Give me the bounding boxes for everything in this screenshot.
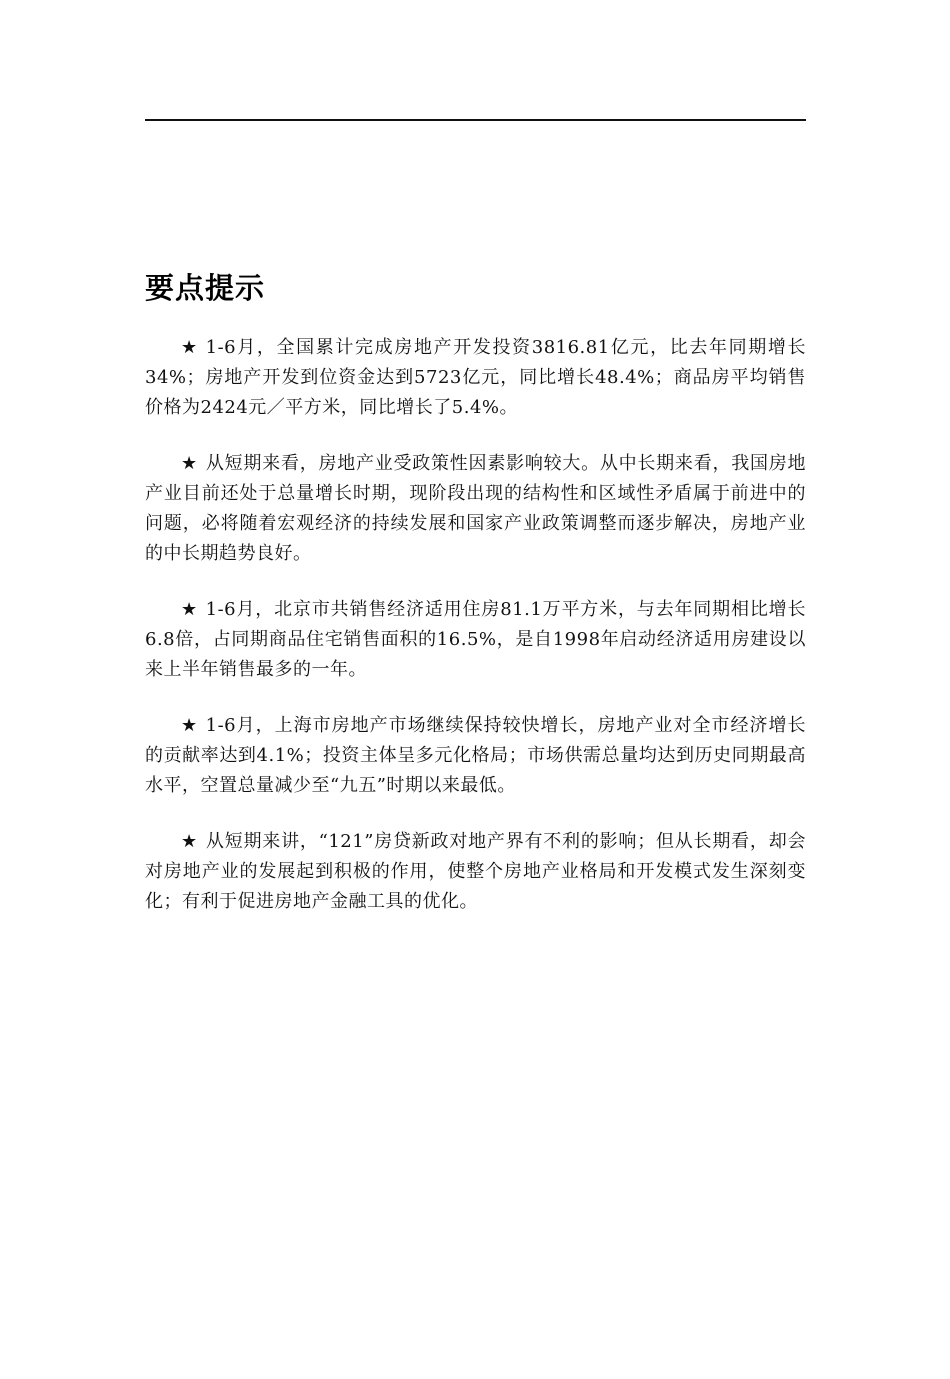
list-item — [145, 333, 806, 423]
star-icon: ★ — [181, 453, 198, 474]
list-item-text: 从短期来讲，“121”房贷新政对地产界有不利的影响；但从长期看，却会对房地产业的发展起到积极的作用，使整个房地产业格局和开发模式发生深刻变化；有利于促进房地产金融工具的优化。 — [145, 831, 806, 912]
star-icon: ★ — [181, 599, 198, 620]
list-item — [145, 595, 806, 685]
list-item — [145, 711, 806, 801]
header-rule — [145, 119, 806, 121]
key-points-list — [145, 333, 806, 943]
star-icon: ★ — [181, 337, 198, 358]
list-item — [145, 827, 806, 917]
list-item-text: 1-6月，全国累计完成房地产开发投资3816.81亿元，比去年同期增长34%；房地产开发到位资金达到5723亿元，同比增长48.4%；商品房平均销售价格为2424元／平方米，同比增长了5.4%。 — [145, 337, 806, 418]
list-item-text: 从短期来看，房地产业受政策性因素影响较大。从中长期来看，我国房地产业目前还处于总量增长时期，现阶段出现的结构性和区域性矛盾属于前进中的问题，必将随着宏观经济的持续发展和国家产业政策调整而逐步解决，房地产业的中长期趋势良好。 — [145, 453, 806, 564]
list-item-text: 1-6月，上海市房地产市场继续保持较快增长，房地产业对全市经济增长的贡献率达到4.1%；投资主体呈多元化格局；市场供需总量均达到历史同期最高水平，空置总量减少至“九五”时期以来最低。 — [145, 715, 806, 796]
list-item — [145, 449, 806, 569]
list-item-text: 1-6月，北京市共销售经济适用住房81.1万平方米，与去年同期相比增长6.8倍，占同期商品住宅销售面积的16.5%，是自1998年启动经济适用房建设以来上半年销售最多的一年。 — [145, 599, 806, 680]
star-icon: ★ — [181, 831, 198, 852]
star-icon: ★ — [181, 715, 198, 736]
section-title: 要点提示 — [145, 271, 266, 305]
